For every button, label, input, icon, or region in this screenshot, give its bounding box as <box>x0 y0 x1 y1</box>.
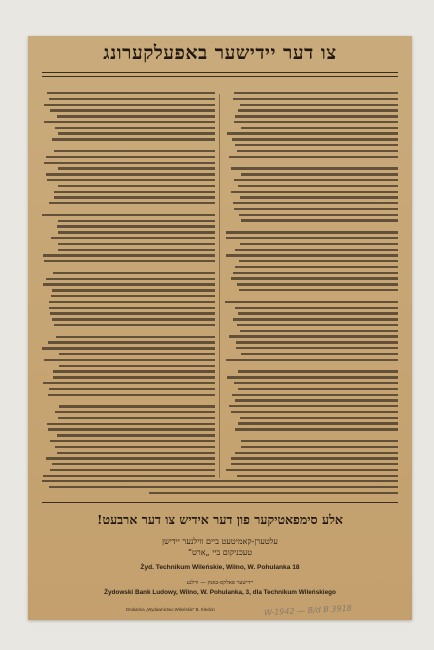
text-line <box>44 104 215 106</box>
text-line <box>58 231 215 233</box>
text-line <box>48 428 215 430</box>
text-line <box>226 254 398 256</box>
title-rule-top <box>42 72 398 73</box>
text-line <box>235 249 398 251</box>
text-line <box>234 92 398 94</box>
text-line <box>49 202 215 204</box>
text-line <box>226 469 398 471</box>
text-line <box>241 219 398 221</box>
text-line <box>229 335 398 337</box>
text-line <box>227 132 398 134</box>
text-line <box>235 115 398 117</box>
text-line <box>43 475 215 477</box>
text-line <box>234 179 398 181</box>
text-line <box>225 301 398 303</box>
text-line <box>233 98 398 100</box>
text-line <box>241 353 398 355</box>
text-line <box>231 457 398 459</box>
text-line <box>59 365 215 367</box>
text-line <box>238 109 398 111</box>
title-rule-bottom <box>42 76 398 77</box>
org-yiddish-line-2: טעכניקום ביי „ארט“ <box>187 548 253 557</box>
text-column-right <box>225 92 398 480</box>
text-line <box>235 266 398 268</box>
text-line <box>241 440 398 442</box>
text-line <box>233 318 398 320</box>
text-line <box>53 370 215 372</box>
text-column-left <box>42 92 215 480</box>
text-line <box>43 382 215 384</box>
text-line <box>240 243 398 245</box>
text-line <box>149 492 398 494</box>
text-line <box>241 173 398 175</box>
text-line <box>231 411 398 413</box>
text-line <box>47 423 215 425</box>
text-line <box>241 127 398 129</box>
text-line <box>54 191 215 193</box>
text-line <box>238 370 398 372</box>
text-line <box>51 237 215 239</box>
text-line <box>49 388 215 390</box>
text-line <box>46 173 215 175</box>
text-line <box>52 138 215 140</box>
text-line <box>239 260 398 262</box>
text-line <box>231 167 398 169</box>
text-line <box>42 480 398 482</box>
text-line <box>227 376 398 378</box>
org-bank-yiddish-line: יידישער פאלקס-באנק — ווילנע <box>186 580 254 586</box>
text-line <box>48 394 215 396</box>
text-line <box>237 150 398 152</box>
archive-pencil-note: W-1942 — B/d B 3918 <box>263 603 353 618</box>
text-line <box>53 376 215 378</box>
text-line <box>240 417 398 419</box>
text-line <box>238 422 398 424</box>
text-line <box>42 214 215 216</box>
text-line <box>57 225 215 227</box>
text-line <box>50 109 215 111</box>
text-line <box>239 289 398 291</box>
text-line <box>231 463 398 465</box>
text-line <box>46 156 215 158</box>
text-line <box>47 92 215 94</box>
text-line <box>57 452 215 454</box>
text-line <box>239 214 398 216</box>
text-line <box>234 382 398 384</box>
org-yiddish-line-1: עלטערן-קאמיטעט ביים ווילנער יידישן <box>162 537 278 546</box>
text-line <box>238 185 398 187</box>
text-line <box>51 295 215 297</box>
text-line <box>48 341 215 343</box>
text-line <box>55 446 215 448</box>
text-line <box>44 260 215 262</box>
text-line <box>59 405 215 407</box>
text-line <box>237 283 398 285</box>
column-divider <box>219 94 220 478</box>
text-line <box>236 347 398 349</box>
text-line <box>54 196 215 198</box>
text-line <box>237 324 398 326</box>
text-line <box>58 249 215 251</box>
text-line <box>44 359 215 361</box>
closing-text-block <box>42 480 398 497</box>
text-line <box>44 121 215 123</box>
org-technikum-line: Żyd. Technikum Wileńskie, Wilno, W. Pohulanka 18 <box>140 564 300 571</box>
printer-imprint: Drukarnia „Wydawnictwo Wileńskie“ B. Kleckin <box>126 607 215 612</box>
text-line <box>57 434 215 436</box>
text-line <box>43 283 215 285</box>
text-line <box>240 330 398 332</box>
text-line <box>58 132 215 134</box>
text-line <box>237 475 398 477</box>
text-line <box>47 179 215 181</box>
text-line <box>241 446 398 448</box>
text-line <box>235 144 398 146</box>
text-line <box>50 440 215 442</box>
text-line <box>58 417 215 419</box>
sympathizer-appeal: אלע סימפאטיקער פון דער אידיש צו דער ארבעט! <box>97 512 343 527</box>
text-line <box>238 388 398 390</box>
text-line <box>232 394 398 396</box>
text-line <box>229 405 398 407</box>
text-line <box>52 318 215 320</box>
text-line <box>240 104 398 106</box>
text-line <box>58 243 215 245</box>
text-line <box>56 336 215 338</box>
text-line <box>231 277 398 279</box>
org-yiddish-block <box>28 536 412 558</box>
text-line <box>59 353 215 355</box>
text-line <box>234 121 398 123</box>
text-line <box>50 469 215 471</box>
text-line <box>226 237 398 239</box>
text-line <box>52 289 215 291</box>
text-line <box>234 208 398 210</box>
text-line <box>53 272 215 274</box>
text-line <box>54 150 215 152</box>
text-line <box>232 138 398 140</box>
text-line <box>238 312 398 314</box>
poster-title: צו דער יידישער באפעלקערונג <box>103 42 337 64</box>
text-line <box>49 98 215 100</box>
text-line <box>49 301 215 303</box>
text-line <box>55 127 215 129</box>
text-line <box>46 278 215 280</box>
text-line <box>233 202 398 204</box>
text-line <box>235 399 398 401</box>
text-line <box>44 162 215 164</box>
closing-rule <box>42 502 398 503</box>
text-line <box>52 463 215 465</box>
text-line <box>58 185 215 187</box>
poster-sheet <box>28 36 412 620</box>
text-line <box>240 196 398 198</box>
text-line <box>57 115 215 117</box>
text-line <box>235 428 398 430</box>
text-line <box>229 156 398 158</box>
text-line <box>231 191 398 193</box>
text-line <box>226 359 398 361</box>
text-line <box>49 486 398 488</box>
text-line <box>233 272 398 274</box>
text-line <box>58 167 215 169</box>
text-line <box>46 457 215 459</box>
text-line <box>54 324 215 326</box>
text-line <box>43 254 215 256</box>
text-line <box>235 452 398 454</box>
text-line <box>42 347 215 349</box>
text-line <box>50 312 215 314</box>
text-line <box>236 341 398 343</box>
text-line <box>226 231 398 233</box>
text-line <box>49 307 215 309</box>
text-line <box>55 411 215 413</box>
text-line <box>58 220 215 222</box>
org-bank-line: Żydowski Bank Ludowy, Wilno, W. Pohulanka, 3, dla Technikum Wileńskiego <box>104 589 336 596</box>
text-line <box>235 307 398 309</box>
